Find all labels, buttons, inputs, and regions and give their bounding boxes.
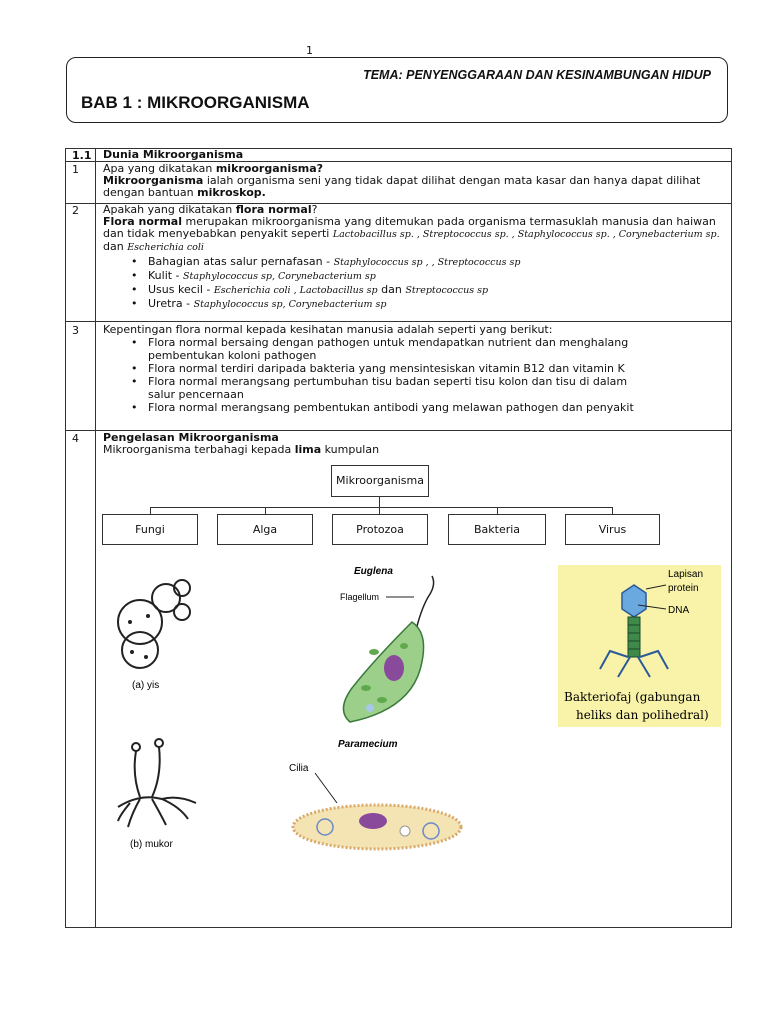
mucor-label: (b) mukor: [130, 839, 173, 850]
tree-node-virus: Virus: [565, 514, 660, 545]
tree-node-bakteria: Bakteria: [448, 514, 546, 545]
euglena-label: Euglena: [354, 566, 393, 577]
row-divider: [65, 321, 732, 322]
q1-block: Apa yang dikatakan mikroorganisma? Mikroorganisma ialah organisma seni yang tidak dapat dilihat dengan mata kasar dan hanya dapat dilihat dengan bantuan mikroskop.: [103, 162, 701, 199]
page-number: 1: [306, 44, 313, 57]
bacteriophage-panel: [558, 565, 721, 727]
tree-node-protozoa: Protozoa: [332, 514, 428, 545]
lapisan-label: Lapisan: [668, 569, 704, 580]
q3-block: Kepentingan flora normal kepada kesihatan manusia adalah seperti yang berikut: • Flora normal bersaing dengan pathogen untuk mendapatkan nutrient dan menghalang pembentukan koloni pathogen • Flora normal terdiri daripada bakteria yang mensintesiskan vitamin B12 dan vitamin K • Flora normal merangsang pertumbuhan tisu badan seperti tisu kolon dan tisu di dalam salur pencernaan • Flora normal merangsang pembentukan antibodi yang melawan pathogen dan penyakit: [103, 324, 723, 414]
list-item: • Uretra - Staphylococcus sp, Corynebacterium sp: [148, 297, 723, 311]
table-column-divider: [95, 148, 96, 928]
paramecium-label: Paramecium: [338, 739, 398, 750]
tree-node-alga: Alga: [217, 514, 313, 545]
q4-block: Pengelasan Mikroorganisma Mikroorganisma terbahagi kepada lima kumpulan: [103, 431, 380, 456]
yeast-label: (a) yis: [132, 680, 160, 691]
row-number: 2: [72, 204, 79, 217]
bacteriophage-illustration: [558, 565, 721, 727]
header-box: [66, 57, 728, 123]
row-number: 3: [72, 324, 79, 337]
list-item: • Flora normal terdiri daripada bakteria yang mensintesiskan vitamin B12 dan vitamin K: [148, 362, 653, 375]
paramecium-illustration: [285, 735, 470, 855]
cilia-label: Cilia: [289, 763, 309, 774]
list-item: • Flora normal merangsang pertumbuhan tisu badan seperti tisu kolon dan tisu di dalam salur pencernaan: [148, 375, 653, 401]
mucor-illustration: [110, 735, 210, 855]
list-item: • Kulit - Staphylococcus sp, Corynebacterium sp: [148, 269, 723, 283]
tree-node-fungi: Fungi: [102, 514, 198, 545]
theme-title: TEMA: PENYENGGARAAN DAN KESINAMBUNGAN HIDUP: [363, 68, 711, 82]
section-number: 1.1: [72, 149, 92, 162]
bacteriophage-caption-2: heliks dan polihedral): [576, 708, 709, 722]
list-item: • Flora normal merangsang pembentukan antibodi yang melawan pathogen dan penyakit: [148, 401, 653, 414]
dna-label: DNA: [668, 605, 690, 616]
row-number: 4: [72, 432, 79, 445]
euglena-illustration: [330, 560, 450, 730]
flagellum-label: Flagellum: [340, 592, 380, 602]
tree-root-box: Mikroorganisma: [331, 465, 429, 497]
tree-connector: [150, 507, 613, 508]
chapter-title: BAB 1 : MIKROORGANISMA: [81, 93, 310, 112]
q2-block: Apakah yang dikatakan flora normal? Flora normal merupakan mikroorganisma yang ditemukan pada organisma termasuklah manusia dan haiwan dan tidak menyebabkan penyakit seperti Lactobacillus sp. , Streptococcus sp. , Staphylococcus sp. , Corynebacterium sp. dan Escherichia coli • Bahagian atas salur pernafasan - Staphylococcus sp , , Streptococcus sp • Kulit - Staphylococcus sp, Corynebacterium sp • Usus kecil - Escherichia coli , Lactobacillus sp dan Streptococcus sp • Uretra - Staphylococcus sp, Corynebacterium sp: [103, 204, 723, 311]
list-item: • Flora normal bersaing dengan pathogen untuk mendapatkan nutrient dan menghalang pembentukan koloni pathogen: [148, 336, 653, 362]
row-number: 1: [72, 163, 79, 176]
yeast-illustration: [110, 562, 210, 697]
section-title: Dunia Mikroorganisma: [103, 148, 244, 161]
bacteriophage-caption-1: Bakteriofaj (gabungan: [564, 690, 701, 704]
list-item: • Bahagian atas salur pernafasan - Staphylococcus sp , , Streptococcus sp: [148, 255, 723, 269]
list-item: • Usus kecil - Escherichia coli , Lactobacillus sp dan Streptococcus sp: [148, 283, 723, 297]
protein-label: protein: [668, 583, 699, 594]
